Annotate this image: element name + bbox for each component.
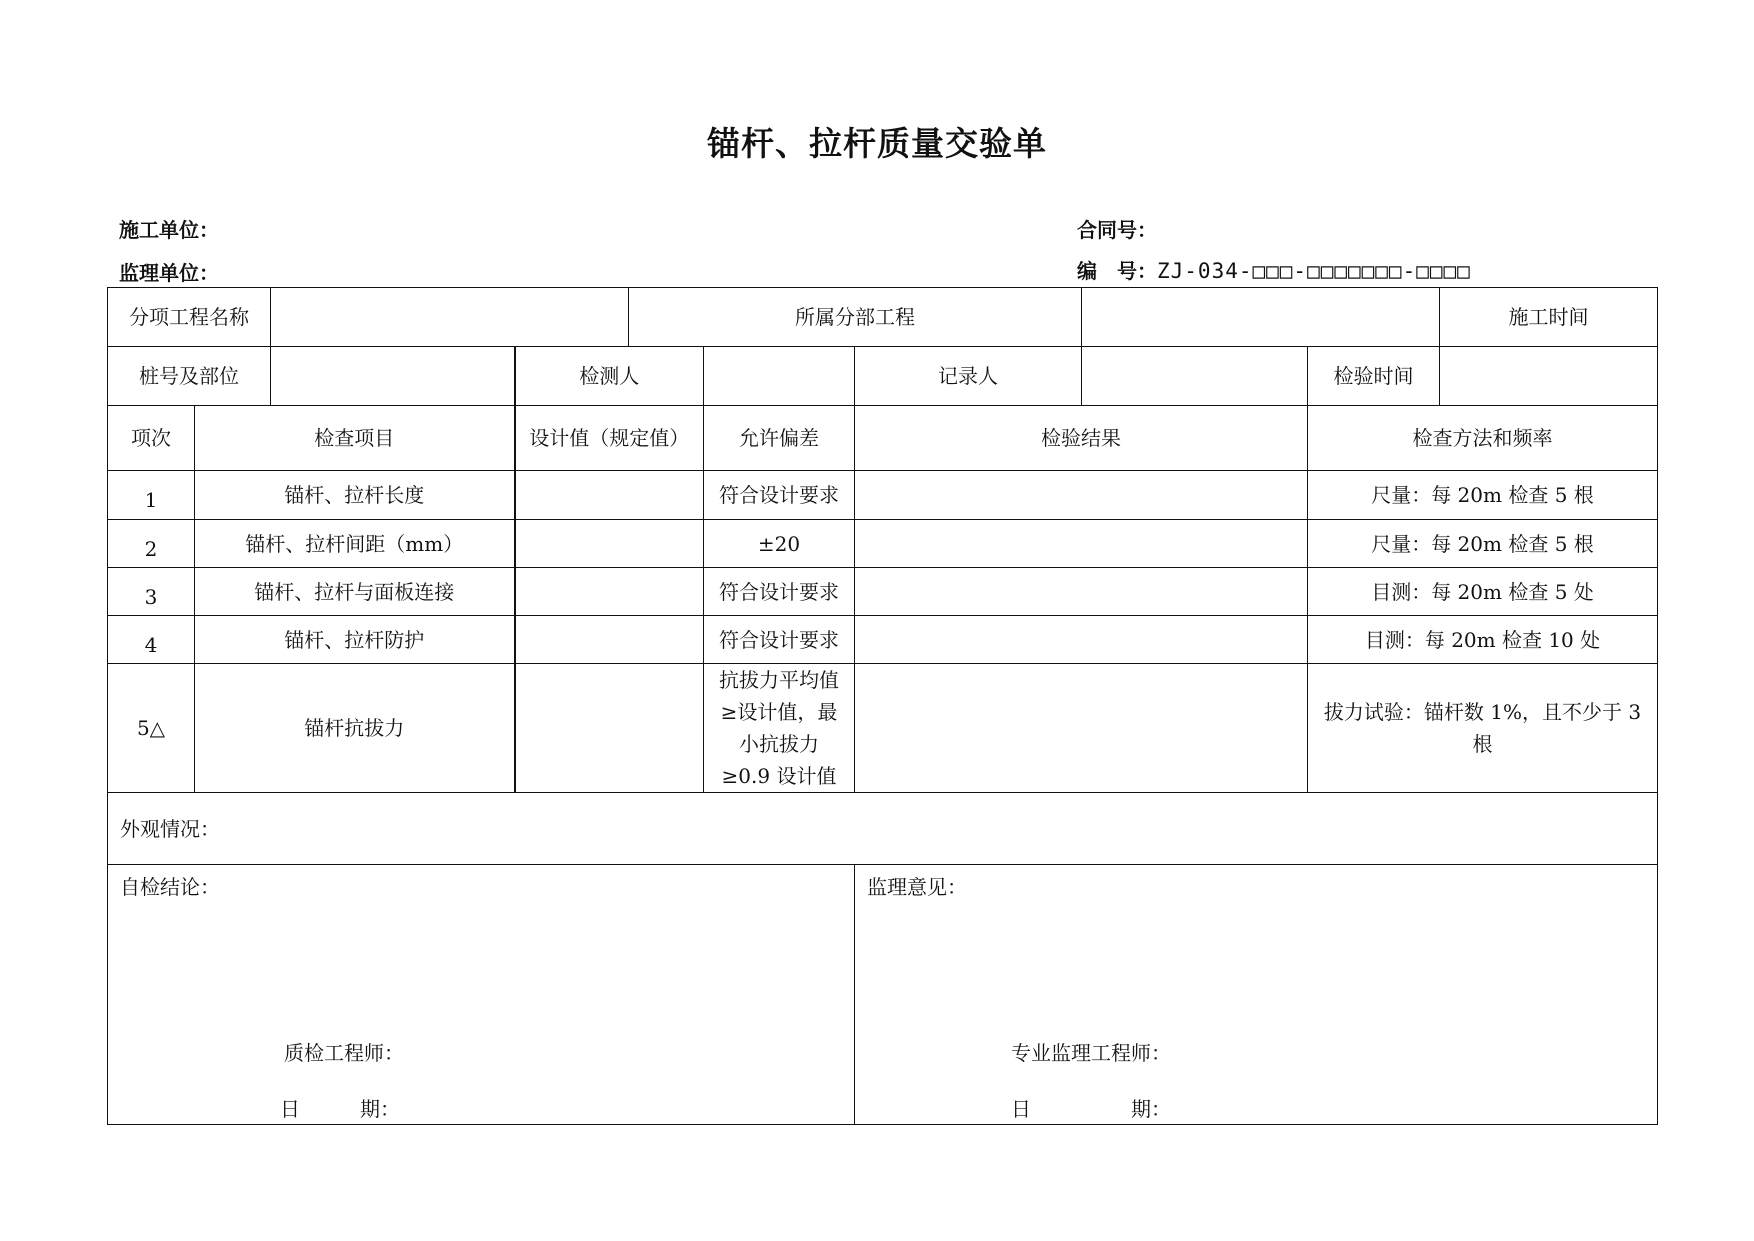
row-item: 锚杆、拉杆防护 <box>195 616 515 664</box>
row-tolerance: 符合设计要求 <box>704 616 855 664</box>
form-code <box>1077 255 1471 284</box>
table-row <box>108 664 1658 793</box>
table-row <box>108 616 1658 664</box>
self-check-section[interactable] <box>108 865 855 1125</box>
row-item: 锚杆、拉杆间距（mm） <box>195 520 515 568</box>
row-design-value[interactable] <box>515 664 704 793</box>
division-label: 所属分部工程 <box>629 288 1082 347</box>
info-row-2 <box>108 347 1658 406</box>
division-value[interactable] <box>1082 288 1440 347</box>
supervision-engineer-label: 专业监理工程师： <box>1011 1041 1171 1065</box>
sub-project-label: 分项工程名称 <box>108 288 271 347</box>
row-method: 目测：每 20m 检查 5 处 <box>1308 568 1658 616</box>
supervision-opinion-label: 监理意见： <box>867 875 967 899</box>
col-design: 设计值（规定值） <box>515 406 704 471</box>
row-tolerance: 符合设计要求 <box>704 568 855 616</box>
row-method: 尺量：每 20m 检查 5 根 <box>1308 471 1658 520</box>
info-row-1 <box>108 288 1658 347</box>
construction-unit-label: 施工单位： <box>119 218 219 242</box>
row-item: 锚杆、拉杆与面板连接 <box>195 568 515 616</box>
row-no: 2 <box>108 520 195 568</box>
construction-time-label: 施工时间 <box>1440 288 1658 347</box>
row-no: 1 <box>108 471 195 520</box>
table-row <box>108 568 1658 616</box>
inspection-time-label: 检验时间 <box>1308 347 1440 406</box>
col-result: 检验结果 <box>855 406 1308 471</box>
form-code-label: 编 号： <box>1077 259 1157 283</box>
row-design-value[interactable] <box>515 471 704 520</box>
signature-row <box>108 865 1658 1125</box>
row-method: 拔力试验：锚杆数 1%，且不少于 3 根 <box>1308 664 1658 793</box>
col-method: 检查方法和频率 <box>1308 406 1658 471</box>
row-no: 4 <box>108 616 195 664</box>
supervision-unit-label: 监理单位： <box>119 261 219 285</box>
table-row <box>108 471 1658 520</box>
appearance-label[interactable]: 外观情况： <box>108 793 1658 865</box>
column-header-row <box>108 406 1658 471</box>
contract-no-label: 合同号： <box>1077 218 1157 242</box>
inspection-time-value[interactable] <box>1440 347 1658 406</box>
row-tolerance: 符合设计要求 <box>704 471 855 520</box>
page-title: 锚杆、拉杆质量交验单 <box>707 124 1047 163</box>
row-design-value[interactable] <box>515 520 704 568</box>
row-tolerance: ±20 <box>704 520 855 568</box>
row-design-value[interactable] <box>515 568 704 616</box>
row-method: 尺量：每 20m 检查 5 根 <box>1308 520 1658 568</box>
row-result[interactable] <box>855 520 1308 568</box>
qc-engineer-label: 质检工程师： <box>284 1041 404 1065</box>
row-method: 目测：每 20m 检查 10 处 <box>1308 616 1658 664</box>
form-code-value: ZJ-034-□□□-□□□□□□□-□□□□ <box>1157 259 1471 283</box>
self-check-date-label: 日 期： <box>280 1097 400 1121</box>
inspection-form-table <box>107 287 1658 1125</box>
row-item: 锚杆抗拔力 <box>195 664 515 793</box>
station-value[interactable] <box>271 347 515 406</box>
recorder-label: 记录人 <box>855 347 1082 406</box>
row-design-value[interactable] <box>515 616 704 664</box>
table-row <box>108 520 1658 568</box>
recorder-value[interactable] <box>1082 347 1308 406</box>
inspector-label: 检测人 <box>515 347 704 406</box>
appearance-row <box>108 793 1658 865</box>
row-result[interactable] <box>855 616 1308 664</box>
row-result[interactable] <box>855 664 1308 793</box>
sub-project-value[interactable] <box>271 288 629 347</box>
supervision-date-label: 日 期： <box>1011 1097 1171 1121</box>
col-item: 检查项目 <box>195 406 515 471</box>
station-label: 桩号及部位 <box>108 347 271 406</box>
row-no: 3 <box>108 568 195 616</box>
supervision-section[interactable] <box>855 865 1658 1125</box>
row-result[interactable] <box>855 568 1308 616</box>
row-result[interactable] <box>855 471 1308 520</box>
row-tolerance: 抗拔力平均值≥设计值，最小抗拔力≥0.9 设计值 <box>704 664 855 793</box>
row-item: 锚杆、拉杆长度 <box>195 471 515 520</box>
row-no: 5△ <box>108 664 195 793</box>
col-tolerance: 允许偏差 <box>704 406 855 471</box>
inspector-value[interactable] <box>704 347 855 406</box>
col-no: 项次 <box>108 406 195 471</box>
self-check-label: 自检结论： <box>120 875 220 899</box>
